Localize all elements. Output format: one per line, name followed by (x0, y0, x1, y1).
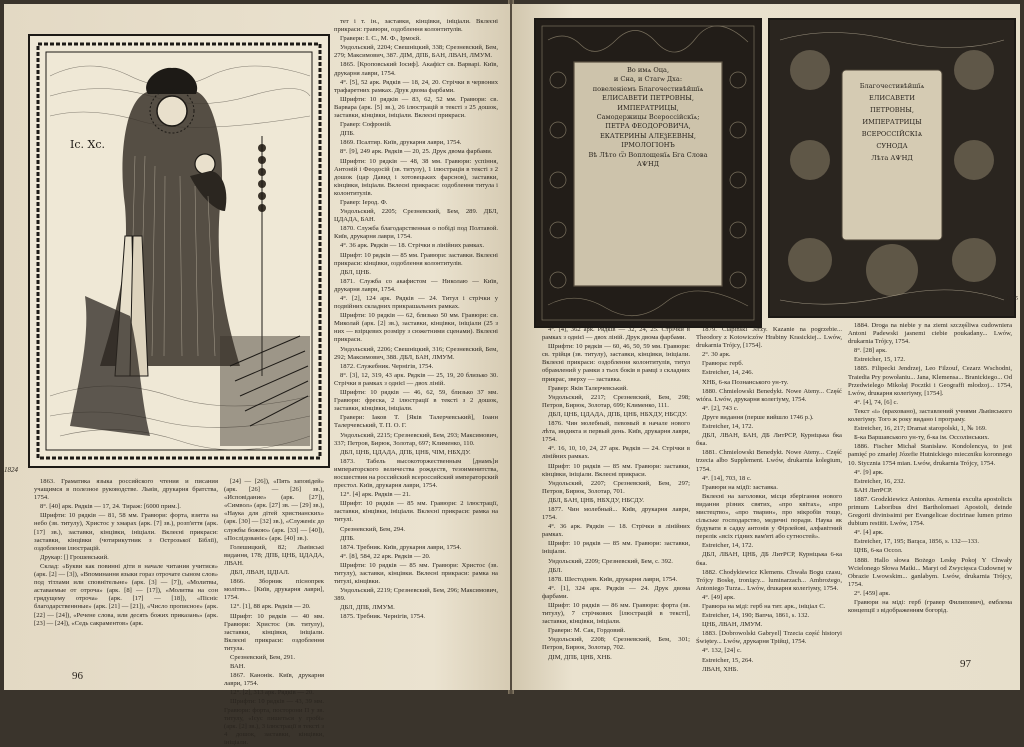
entry-paragraph: Гравюра: герб. (702, 360, 744, 368)
entry-paragraph: 1875. Требник. Чернігів, 1754. (340, 613, 426, 621)
entry-paragraph: Ундольский, 2209; Срезневский, Бем, с. 392. (548, 557, 673, 565)
entry-paragraph: 8°. [9], 249 арк. Рядків — 20, 25. Друк двома фарбами. (340, 148, 493, 156)
entry-paragraph: Estreicher, 14, 246. (702, 369, 754, 377)
title-line: Вѣ Лѣто Ѿ Воплощенїѧ Бга Слова (588, 150, 708, 159)
entry-paragraph: Гравюра на міді: герб на тит. арк., ініціал C. (702, 603, 826, 610)
title-line: АѰНД (636, 160, 660, 169)
title-line: ЕКАТЕРИНЫ АЛЕѮЕЕВНЫ, (599, 131, 697, 140)
entry-paragraph: ДПБ. (340, 130, 355, 138)
entry-paragraph: Шрифт: 10 рядків — 86 мм. Гравюри: форта (зв. титулу), 7 стрічкових [ілюстрацій в тексті], заставки, кінцівки, ініціали. (542, 602, 690, 626)
entry-paragraph: ДПБ. (340, 534, 355, 542)
text-column-a (542, 326, 690, 666)
text-column-b (696, 326, 842, 673)
entry-paragraph: 1885. Filipecki Jendrzej, Leo Filzouf, Cezarz Wschodni, Traiedia Pry powołaniu... Jana, Klemensa... Branickiego... Od Przedwielego Mikołaj Pocztki i Geograffi młodzoj... 1754, Lwów, druкарня колегіуму, [1754]. (848, 365, 1012, 397)
icon-engraving-figure (28, 34, 330, 468)
entry-paragraph: Гравери: Іаков Т. [Яків Талерчевський], Іоанн Талерчевський, Т. П. О. Г. (334, 414, 498, 430)
entry-paragraph: ЦНБ, 6-ка Оссол. (854, 547, 903, 555)
entry-paragraph: 1886. Fischer Michał Stanisław. Kondolencya, to jest pamięć po zmarłej Józefie Hutnickiego mieczniku koronnego 10. Stycznia 1754 mian. Lwów, drukarnia Trójcy, 1754. (848, 443, 1012, 467)
entry-paragraph: 4°. [14], 703, 18 с. (702, 474, 752, 482)
title-line: повеленіемъ Благочестивѣйшїѧ (592, 84, 704, 93)
entry-paragraph: Гравер: Іерод. Ф. (340, 198, 388, 206)
entry-paragraph: 1882. Chodykiewicz Klemens. Chwała Bogu czasu, Trójcy Boskę, troniący... luminarzach... Ambrożego, Antoniego Turza... Lwów, druкарня колегіуму, 1754. (696, 568, 842, 592)
title-line: ПЕТРА ФЕОДОРОВИЧА, (605, 122, 691, 131)
bottom-text-column-b (224, 478, 324, 746)
title-line: Благочестивѣйшїѧ (859, 82, 925, 90)
entry-paragraph: 1863. Граматика языка российского чтения и писания учащимся в полезное руководстве. Львів, друкарня братства, 1754. (34, 478, 218, 502)
entry-paragraph: Шрифти: 10 рядків — 60, 46, 50, 59 мм. Гравюри: св. трійця (зв. титулу), заставки, кінцівки, ініціали. Вклеєні прикраси: оздоблення колонтитулів, титул обрамлений у рамки з тьох боків в рамці з складних прикрас, зверху — заставка. (542, 343, 690, 383)
entry-paragraph: Ундольский, 2207; Срезневский, Бем, 297; Петров, Бирюк, Золотар, 701. (542, 479, 690, 495)
entry-paragraph: 1887. Grodzkiewicz Antonius. Armenia exculta apostolicis primum Laboribus divi Bartholomaei Apostoli, deinde Gregorii divinissimi per Evangelicae doctrinae lumen primo dubium restitit. Lwów, 1754. (848, 495, 1012, 528)
entry-paragraph: ДБЛ, БАН, ЦНБ, НБХДУ, НБСДУ. (548, 496, 645, 504)
entry-paragraph: Ундольский, 2215; Срезневский, Бем, 293; Максимович, 337; Петров, Бирюк, Золотар, 697; Клименко, 110. (334, 431, 498, 447)
entry-paragraph: 1879. Ciapiński Jerzy. Kazanie na pogrzebie... Theodory z Kotowiczów Hrabiny Krasickiej... Lwów, drukarnia Trójcy, [1754]. (696, 326, 842, 350)
entry-paragraph: 1866. Зборник піснопрек молітвъ... [Київ, друкарня лаври], 1754. (224, 578, 324, 602)
entry-paragraph: Ундольский, 2204; Свешніцкий, 338; Срезневский, Бем, 279; Максимович, 387. ДІМ, ДПБ, БАН, ЛВАН, ЛМУМ. (334, 44, 498, 60)
entry-paragraph: Склад: «Букви как повинні діти в начале читания учитися» (арк. [2] — [3]), «Впоминання языки гораз отрочате сыном слов» под тітлами или сповнітельне» (арк. [3] — [7]), «Молитвы, аставаемые от отроча» (арк. [8] — [17]), «Молитва на сон грядущему отроча» (арк. [17] — [18]), «Пісніс благодарственнные» (арк. [21] — [21]), «Число прописное» (арк. [22] — [24]), «Речене слова, или десять божих приказань» (арк. [23] — [24]), «Седь сакраментов» (арк. (34, 562, 218, 627)
entry-paragraph: тет і т. ін., заставки, кінцівки, ініціали. Вклеєні прикраси: гравюри, оздоблення колонтитулів. (334, 18, 498, 34)
entry-paragraph: ДБЛ, ЦНБ, ЦДАДА, ДПБ, ЦНБ, НБХДУ, НБСДУ. (548, 410, 688, 418)
entry-paragraph: Ундольский, 2208; Срезневский, Бем, 301; Петров, Бирюк, Золотар, 702. (542, 636, 690, 652)
entry-paragraph: 12°. [4] арк. Рядків — 21. (340, 491, 411, 499)
entry-paragraph: 4°. [49] арк. (702, 593, 735, 601)
entry-paragraph: 1881. Chmielowski Benedykt. Nowe Ateny... Część trzecia albo Supplement. Lwów, drukarnia kolegium, 1754. (696, 449, 842, 473)
entry-paragraph: Голешицкий, 82; Львівські видання, 178; ДПБ, ЦНБ, ЦДАДА, ЛВАН. (224, 543, 324, 567)
entry-paragraph: ЦНБ, ЛВАН, ЛМУМ. (702, 621, 763, 629)
entry-paragraph: 1877. Чин молебный... Київ, друкарня лаври, 1754. (542, 505, 690, 522)
entry-paragraph: Estreicher, 14, 172. (702, 542, 754, 550)
entry-paragraph: 8°. [28] арк. (854, 347, 887, 355)
entry-paragraph: Ундольский, 2217; Срезневский, Бем, 298; Петров, Бирюк, Золотар, 699; Клименко, 111. (542, 393, 690, 409)
entry-paragraph: Шрифти: 10 рядків — 62, близько 50 мм. Гравюри: св. Миколай (арк. [2] зв.), заставки, кінцівки, ініціали (25 з них — взірцевих розміру з сюжетними сценами). Вклеєні прикраси. (334, 312, 498, 344)
title-line: ИМПЕРАТРИЦЫ (862, 118, 922, 126)
entry-paragraph: 4°. [4] арк. (854, 529, 884, 537)
entry-paragraph: Шрифти: 10 рядків — 81, 58 мм. Гравюри: форта, взятта на небо (зв. титулу), Христос у хмарах (арк. [7] зв.), розп'яття (арк. [17] зв.), заставки, кінцівки, ініціали. Вклеєні прикраси: заставки, кінцівки (чотирикутник з Острозької Біблії), оздоблення ілюстрацій. (34, 512, 218, 552)
bottom-text-column-a (34, 478, 218, 668)
icon-inscription: Іс. Хс. (70, 138, 105, 151)
entry-paragraph: 4°. [5], 52 арк. Рядків — 18, 24, 20. Стрічки в червоних трафаретних рамках. Друк двома фарбами. (334, 78, 498, 94)
right-text-column (334, 18, 498, 621)
entry-paragraph: Гравюри на міді: герб (гравер Филипович), емблема концепції з відображенням богорід. (848, 599, 1012, 615)
page-number-right: 97 (960, 658, 971, 670)
entry-paragraph: ДБЛ, ЦНБ. (340, 268, 371, 276)
entry-paragraph: 4°. [4], 362 арк. Рядків — 32, 24, 25. Стрічки в рамках з однієї — двох ліній. Друк двома фарбами. (542, 326, 690, 342)
entry-paragraph: ДБЛ. (548, 566, 563, 574)
entry-paragraph: Друкар: [] Грошевський. (40, 553, 109, 561)
entry-paragraph: Друге видання (перше вийшло 1746 р.). (702, 413, 814, 421)
page-number-left: 96 (72, 670, 83, 682)
entry-paragraph: ЛВАН, ХНБ. (702, 665, 739, 673)
entry-paragraph: Ундольский, 2219; Срезневский, Бем, 296; Максимович, 389. (334, 587, 498, 603)
entry-paragraph: Шрифт: 10 рядків — 85 мм. Гравюри: заставки, ініціали. (542, 540, 690, 556)
title-line: ЕЛИСАВЕТИ (869, 94, 915, 102)
icon-engraving-illustration (30, 36, 328, 466)
entry-paragraph: Estreicher, 16, 217; Dramat staropolski, 1, № 169. (854, 425, 987, 433)
entry-paragraph: 1888. Hallo słowa Bożego Leskę Pokoj Y Chwały Wcielonego Słowa Matki... Maryi od Zwycięsca Cudownej w Obrazie Lwowskim... ganlabym. Lwów, drukarnia Trójcy, 1754. (848, 556, 1012, 588)
entry-paragraph: 4°. [9] арк. (854, 468, 884, 476)
entry-paragraph: 2°. 30 арк. (702, 351, 731, 359)
entry-paragraph: 1870. Служба благодарственная о побіді под Полтавой. Київ, друкарня лаври, 1754. (334, 225, 498, 241)
entry-paragraph: 4°. [1], 324 арк. Рядків — 24. Друк двома фарбами. (542, 584, 690, 600)
entry-paragraph: 4°. 36 арк. Рядків — 18. Стрічки в лінійних рамках. (340, 242, 485, 250)
entry-paragraph: [24] — [26]), «Пять заповідей» (арк. [26] — [26] зв.), «Исповідание» (арк. [27]), «Символ» (арк. [27] зв. — [29] зв.), «Наука для дітей христианских» (арк. [30] — [32] зв.), «Служеніє до службы божою» (арк. [33] — [40]), «Послідованіє» (арк. [40] зв.). (224, 478, 324, 542)
entry-paragraph: 1871. Служба со акафистом — Николаю — Київ, друкарня лаври, 1754. (334, 277, 498, 293)
entry-paragraph: 1876. Чин молебный, певомый в начале нового лѣта, индикта и первый день. Київ, друкарня лаври, 1754. (542, 420, 690, 444)
entry-paragraph: Шрифти: 10 рядків — 85 мм. Гравюри: Христос (зв. титулу), заставки, кінцівки. Вклеєні прикраси: рамка на титулі, кінцівки. (334, 561, 498, 586)
entry-paragraph: 4°. 36 арк. Рядків — 18. Стрічки в лінійних рамках. (542, 523, 690, 539)
entry-paragraph: Гравери: І. С., М. Ф., Ірмоєй. (340, 35, 421, 43)
entry-paragraph: 1880. Chmielowski Benedykt. Nowe Ateny... Część wtóra. Lwów, друкарня колегіуму, 1754. (696, 387, 842, 403)
entry-paragraph: Шрифти: 10 рядків — 83, 62, 52 мм. Гравюри: св. Варвара (арк. [5] зв.), 26 ілюстрацій в тексті з 25 дошок, заставки, кінцівки, ініціали. Вклеєні прикраси. (334, 95, 498, 120)
entry-paragraph: 4°. 132, [24] с. (702, 647, 742, 655)
title-line: и Сна, и Стагѡ Дха: (613, 75, 683, 84)
entry-paragraph: Шрифт: 10 рядків — 85 мм. Гравюри: заставки. Вклеєні прикраси: кінцівки, оздоблення колонтитулів. (334, 251, 498, 267)
entry-paragraph: ДБЛ, ЛВАН, БАН, ДБ ЛитРСР, Курніцька бка бка. (696, 432, 842, 448)
title-line: Самодержицы Всероссійскїѧ; (596, 113, 700, 122)
entry-paragraph: Гравюри на мідії: заставка. (702, 483, 778, 491)
entry-paragraph: Estreicher, 14, 190; Вапча, 1861, s. 132. (702, 612, 810, 620)
entry-paragraph: Б-ка Варшавського ун-ту, б-ка ім. Оссолінських. (854, 434, 990, 442)
title-line: Лѣта АѰНД (871, 154, 913, 162)
left-page (4, 4, 510, 746)
entry-paragraph: ДБЛ, ДПБ, ЛМУМ. (340, 604, 395, 612)
entry-paragraph: БАН ЛитРСР. (854, 486, 893, 494)
entry-paragraph: ВАН. (230, 663, 246, 671)
entry-paragraph: 1874. Требник. Київ, друкарня лаври, 1754. (340, 543, 462, 551)
entry-paragraph: ДБЛ, ЛВАН, ЦНБ, ДБ ЛитРСР, Курніцька 6-ка бка. (696, 551, 842, 567)
entry-paragraph: Шрифти: 10 рядків — 43, 39 мм. Гравюри: форта, посторони П у зв. титулу, «Ісус пишеться у гробі» (арк. [2] зв.), 3 ілюстрації в тексті з 4 дошок, заставки, кінцівки, ініціали. (224, 698, 324, 746)
entry-paragraph: ДІМ, ДПБ, ЦНБ, ХНБ. (548, 653, 612, 661)
entry-paragraph: Срезневский, Бем, 294. (340, 525, 406, 533)
sunod-title-text (844, 80, 940, 230)
entry-paragraph: 4°. [2], 124 арк. Рядків — 24. Титул і стрічки у подвійних складних прикрашальних рамках. (334, 295, 498, 311)
entry-paragraph: 8°. [3], 12, 319, 43 арк. Рядків — 25, 19, 20 близько 30. Стрічки в рамках з однієї — двох ліній. (334, 371, 498, 387)
title-line: ЕЛИСАВЕТИ ПЕТРОВНЫ, (602, 94, 694, 103)
entry-paragraph: Шрифт: 10 рядків — 40 мм. Гравюри: Христос (зв. титулу), заставки, кінцівки, ініціали. Вклеєні прикраси: оздоблення титула. (224, 612, 324, 652)
entry-paragraph: Шрифт: 10 рядків — 85 мм. Гравюри: 2 ілюстрації, заставки, кінцівки, ініціали. Вклеєні прикраси: рамка на титулі. (334, 500, 498, 524)
entry-paragraph: Гравер: Софроній. (340, 121, 392, 129)
entry-paragraph: Текст «і» (враховано), заставлений учнями Львівського колегіуму. Того ж року видано і програму. (848, 407, 1012, 424)
entry-paragraph: Ундольский, 2206; Свешніцкий, 316; Срезневский, Бем, 292; Максимович, 388. ДБЛ, БАН, ЛМУМ. (334, 345, 498, 361)
entry-paragraph: 4°. 16, 10, 10, 24, 27 арк. Рядків — 24. Стрічки в лінійних рамках. (542, 445, 690, 461)
entry-paragraph: ДБЛ, ЦНБ, ЦДАДА, ДПБ, ЦНБ, ЧІМ, НБХДУ. (340, 448, 471, 456)
right-page (512, 4, 1020, 690)
entry-paragraph: 12°. [2], 313 арк. Рядків — 20. (230, 689, 314, 697)
entry-paragraph: 1873. Табель высокоторжественным [днамъ]и императорского величества рождеств, тезоименитства, восшествия на российский всероссийский императорский престол. Київ, друкарня лаври, 1754. (334, 457, 498, 490)
entry-paragraph: Estreicher, 14, 172. (702, 423, 754, 431)
entry-paragraph: 1865. [Кроповський Іосиф]. Акафіст св. Варварі. Київ, друкарня лаври, 1754. (334, 61, 498, 77)
entry-paragraph: Срезневский, Бем, 291. (230, 653, 296, 661)
text-column-c (848, 322, 1012, 666)
entry-paragraph: Шрифти: 10 рядків — 46, 62, 59, близько 37 мм. Гравюри: фреска, 2 ілюстрації в тексті з 2 дошок, заставки, кінцівки, ініціали. (334, 389, 498, 413)
sunod-title-page-figure (768, 18, 1016, 318)
entry-paragraph: 1884. Droga na niebie y na ziemi szczęśliwa cudowniera Antoni Padewski jasnemi ciebie poukadany... Lwów, drukarnia Trójcy, 1754. (848, 322, 1012, 346)
entry-paragraph: Вклеєні на заголовки, місця зберігання нового видання різних святих, «про квітах», «про мистецтво», «про тварин», про мікробів тощо, сільське господарство, медичні поради. Наука як будувати в садку антонів у Фірлейові, алфавітний перелік «всіх гідних вам'яті або сутностей». (696, 492, 842, 541)
entry-paragraph: 1883. [Dobrowolski Gabryel] Trzecia część historyi Świętey... Lwów, друкарня Трійці, 1754. (696, 630, 842, 646)
entry-paragraph: 2°. [459] арк. (854, 589, 891, 597)
entry-paragraph: Estreicher, 15, 264. (702, 656, 754, 664)
entry-paragraph: 1878. Шестоднев. Київ, друкарня лаври, 1754. (548, 575, 678, 583)
figure-number: 1824 (4, 466, 18, 474)
entry-paragraph: 4°. [2], 743 с. (702, 404, 739, 412)
entry-paragraph: Гравер: Яків Талерчевський. (548, 384, 628, 392)
entry-paragraph: Гравери: М. Сак, Гордовий. (548, 627, 626, 635)
entry-paragraph: Ундольский, 2205; Срезневский, Бем, 289. ДБЛ, ЦДАДА, БАН. (334, 208, 498, 224)
title-line: ВСЕРОССІЙСКІѦ (861, 130, 923, 138)
entry-paragraph: 12°. [1], 88 арк. Рядків — 20. (230, 603, 311, 611)
title-line: ПЕТРОВНЫ, (870, 106, 914, 114)
figure-number-2: 1825 (1006, 296, 1018, 302)
entry-paragraph: ХНБ, 6-ка Познанського ун-ту. (702, 378, 789, 386)
title-line: Во имѧ Оца, (626, 66, 670, 74)
title-line: ИМПЕРАТРИЦЫ, (617, 103, 679, 112)
entry-paragraph: 4°. [8], 584, 22 арк. Рядків — 20. (340, 552, 431, 560)
title-line: СУНОДА (876, 142, 908, 150)
entry-paragraph: Estreicher, 16, 232. (854, 477, 906, 485)
irmologion-title-page-figure (534, 18, 762, 328)
entry-paragraph: Estreicher, 17, 195; Barąca, 1856, s. 132—133. (854, 538, 979, 546)
entry-paragraph: 1867. Канонік. Київ, друкарня лаври, 1754. (224, 672, 324, 688)
title-line: ІРМОЛОГІОНЪ (621, 141, 675, 150)
entry-paragraph: 8°. [40] арк. Рядків — 17, 24. Тираж: [6000 прим.]. (40, 503, 181, 511)
entry-paragraph: Estreicher, 15, 172. (854, 356, 906, 364)
entry-paragraph: Шрифти: 10 рядків — 48, 38 мм. Гравюри: успіння, Антоній і Феодосій (зв. титулу), 1 ілюстрація в тексті з 2 дошок (цар Давид і хотовецьких фарснов), заставки, кінцівки, ініціали. Вклеєні прикраси: оздоблення титула і колонтитулів. (334, 157, 498, 197)
entry-paragraph: Шрифт: 10 рядків — 85 мм. Гравюри: заставки, кінцівки, ініціали. Вклеєні прикраси. (542, 462, 690, 478)
entry-paragraph: ДБЛ, ЛВАН, ЦДІАЛ. (230, 569, 290, 577)
entry-paragraph: 1872. Служебник. Чернігів, 1754. (340, 362, 434, 370)
irmologion-title-text (576, 66, 720, 282)
entry-paragraph: 4°. [4], 74, [6] с. (854, 398, 899, 406)
entry-paragraph: 1869. Псалтир. Київ, друкарня лаври, 1754. (340, 139, 462, 147)
